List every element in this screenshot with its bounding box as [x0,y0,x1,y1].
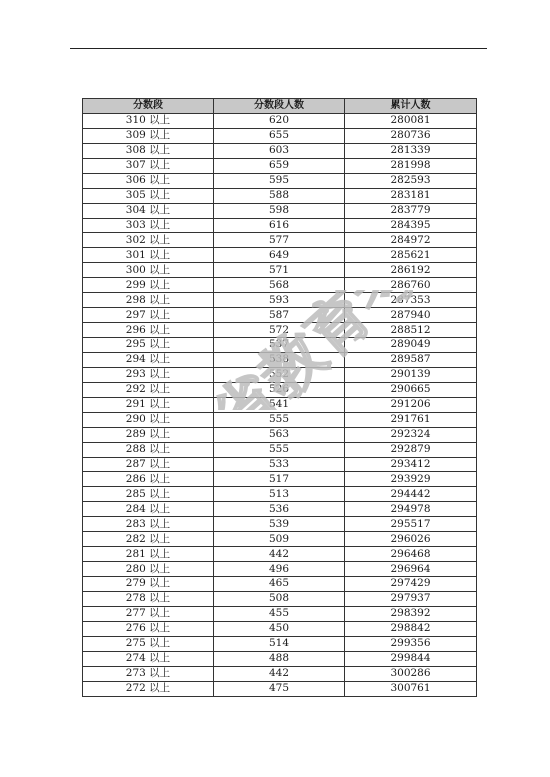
table-row [83,517,477,532]
cell-cumulative: 283779 [345,203,477,218]
table-row [83,532,477,547]
table-row [83,547,477,562]
cell-score-range: 272 以上 [83,681,214,696]
cell-count: 538 [214,352,345,367]
cell-count: 537 [214,338,345,353]
header-score-range: 分数段 [83,99,214,114]
table-row [83,577,477,592]
cell-cumulative: 295517 [345,517,477,532]
table-row [83,487,477,502]
cell-count: 616 [214,218,345,233]
cell-count: 488 [214,651,345,666]
cell-cumulative: 286760 [345,278,477,293]
table-row [83,427,477,442]
cell-count: 539 [214,517,345,532]
table-row [83,308,477,323]
table-row [83,203,477,218]
table-row [83,502,477,517]
table-row [83,472,477,487]
table-row [83,233,477,248]
cell-cumulative: 293929 [345,472,477,487]
table-row [83,636,477,651]
cell-count: 587 [214,308,345,323]
cell-cumulative: 293412 [345,457,477,472]
cell-count: 536 [214,502,345,517]
cell-score-range: 298 以上 [83,293,214,308]
table-row [83,382,477,397]
cell-count: 649 [214,248,345,263]
cell-score-range: 288 以上 [83,442,214,457]
cell-cumulative: 284395 [345,218,477,233]
cell-count: 475 [214,681,345,696]
cell-score-range: 306 以上 [83,173,214,188]
score-table [82,98,477,697]
table-row [83,338,477,353]
cell-cumulative: 280081 [345,113,477,128]
cell-cumulative: 287940 [345,308,477,323]
cell-cumulative: 286192 [345,263,477,278]
cell-score-range: 304 以上 [83,203,214,218]
cell-score-range: 294 以上 [83,352,214,367]
cell-cumulative: 297937 [345,591,477,606]
cell-score-range: 307 以上 [83,158,214,173]
table-row [83,263,477,278]
cell-cumulative: 280736 [345,128,477,143]
cell-cumulative: 299356 [345,636,477,651]
table-row [83,113,477,128]
cell-count: 552 [214,367,345,382]
cell-score-range: 293 以上 [83,367,214,382]
cell-count: 595 [214,173,345,188]
cell-cumulative: 289049 [345,338,477,353]
cell-cumulative: 288512 [345,323,477,338]
cell-cumulative: 296468 [345,547,477,562]
cell-cumulative: 285621 [345,248,477,263]
cell-score-range: 303 以上 [83,218,214,233]
cell-cumulative: 291761 [345,412,477,427]
cell-count: 508 [214,591,345,606]
table-row [83,562,477,577]
table-row [83,293,477,308]
table-row [83,412,477,427]
cell-count: 496 [214,562,345,577]
cell-count: 533 [214,457,345,472]
cell-score-range: 277 以上 [83,606,214,621]
cell-count: 513 [214,487,345,502]
cell-count: 568 [214,278,345,293]
cell-score-range: 297 以上 [83,308,214,323]
cell-cumulative: 298392 [345,606,477,621]
cell-cumulative: 290139 [345,367,477,382]
cell-count: 509 [214,532,345,547]
cell-count: 442 [214,547,345,562]
cell-cumulative: 292324 [345,427,477,442]
cell-count: 563 [214,427,345,442]
cell-score-range: 275 以上 [83,636,214,651]
cell-cumulative: 290665 [345,382,477,397]
header-cumulative: 累计人数 [345,99,477,114]
header-rule [70,48,487,49]
table-row [83,681,477,696]
cell-cumulative: 287353 [345,293,477,308]
table-row [83,591,477,606]
cell-score-range: 285 以上 [83,487,214,502]
cell-cumulative: 289587 [345,352,477,367]
table-row [83,128,477,143]
cell-cumulative: 296026 [345,532,477,547]
cell-count: 514 [214,636,345,651]
cell-count: 655 [214,128,345,143]
cell-cumulative: 292879 [345,442,477,457]
cell-score-range: 283 以上 [83,517,214,532]
table-row [83,278,477,293]
cell-cumulative: 297429 [345,577,477,592]
cell-count: 572 [214,323,345,338]
cell-score-range: 299 以上 [83,278,214,293]
cell-cumulative: 296964 [345,562,477,577]
cell-score-range: 290 以上 [83,412,214,427]
cell-count: 620 [214,113,345,128]
cell-count: 659 [214,158,345,173]
cell-cumulative: 294442 [345,487,477,502]
cell-score-range: 296 以上 [83,323,214,338]
cell-cumulative: 281339 [345,143,477,158]
cell-score-range: 284 以上 [83,502,214,517]
cell-score-range: 287 以上 [83,457,214,472]
cell-count: 593 [214,293,345,308]
cell-score-range: 289 以上 [83,427,214,442]
cell-count: 598 [214,203,345,218]
cell-count: 577 [214,233,345,248]
cell-cumulative: 294978 [345,502,477,517]
table-row [83,143,477,158]
cell-score-range: 274 以上 [83,651,214,666]
cell-score-range: 286 以上 [83,472,214,487]
cell-cumulative: 291206 [345,397,477,412]
cell-count: 455 [214,606,345,621]
cell-count: 517 [214,472,345,487]
cell-score-range: 292 以上 [83,382,214,397]
cell-count: 555 [214,412,345,427]
cell-cumulative: 299844 [345,651,477,666]
cell-count: 526 [214,382,345,397]
table-row [83,173,477,188]
cell-cumulative: 298842 [345,621,477,636]
cell-score-range: 276 以上 [83,621,214,636]
cell-score-range: 301 以上 [83,248,214,263]
table-row [83,367,477,382]
cell-cumulative: 300761 [345,681,477,696]
table-row [83,352,477,367]
cell-score-range: 295 以上 [83,338,214,353]
cell-score-range: 282 以上 [83,532,214,547]
table-row [83,621,477,636]
cell-cumulative: 281998 [345,158,477,173]
table-row [83,666,477,681]
table-row [83,442,477,457]
table-body [83,113,477,696]
cell-count: 588 [214,188,345,203]
cell-score-range: 310 以上 [83,113,214,128]
cell-score-range: 302 以上 [83,233,214,248]
cell-score-range: 308 以上 [83,143,214,158]
cell-count: 571 [214,263,345,278]
cell-score-range: 300 以上 [83,263,214,278]
cell-cumulative: 300286 [345,666,477,681]
table-row [83,188,477,203]
table-row [83,651,477,666]
table-row [83,606,477,621]
cell-score-range: 305 以上 [83,188,214,203]
cell-cumulative: 284972 [345,233,477,248]
cell-cumulative: 282593 [345,173,477,188]
cell-count: 555 [214,442,345,457]
table-header-row [83,99,477,114]
cell-score-range: 281 以上 [83,547,214,562]
cell-score-range: 309 以上 [83,128,214,143]
table-row [83,457,477,472]
cell-count: 541 [214,397,345,412]
cell-score-range: 279 以上 [83,577,214,592]
cell-score-range: 278 以上 [83,591,214,606]
cell-cumulative: 283181 [345,188,477,203]
cell-score-range: 273 以上 [83,666,214,681]
table-row [83,158,477,173]
table-row [83,218,477,233]
table-row [83,397,477,412]
table-row [83,323,477,338]
cell-count: 603 [214,143,345,158]
cell-score-range: 291 以上 [83,397,214,412]
cell-count: 450 [214,621,345,636]
cell-count: 465 [214,577,345,592]
header-count: 分数段人数 [214,99,345,114]
cell-score-range: 280 以上 [83,562,214,577]
cell-count: 442 [214,666,345,681]
table-row [83,248,477,263]
